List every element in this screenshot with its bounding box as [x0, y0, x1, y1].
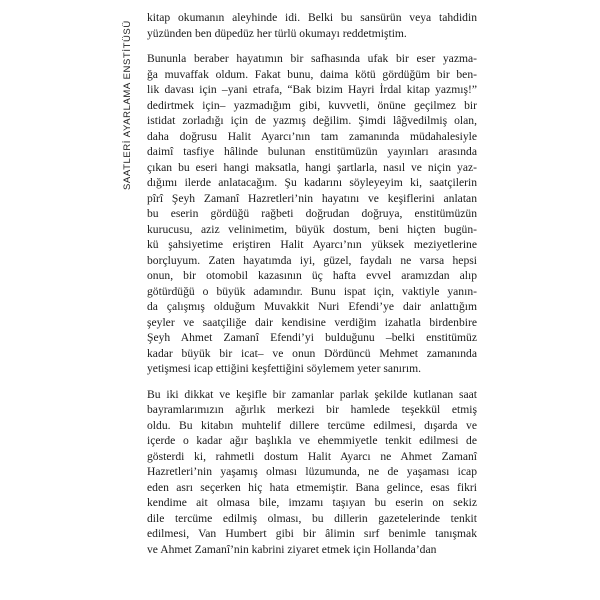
text-line: daimî tasfiye hâlinde bulunan enstitümüzün yayınları arasında [147, 145, 477, 158]
text-line: yetişmesi icap ettiğini keşfettiğini söylemem yeter sanırım. [147, 362, 421, 375]
text-line: kurucusu, aziz velinimetim, büyük dostum, beni hiçten bugün- [147, 222, 477, 236]
text-line: pîrî Şeyh Zamanî Hazretleri’nin hayatını ve keşiflerini anlatan [147, 191, 477, 205]
text-line: gösterdi ki, rahmetli dostum Halit Ayarcı ne Ahmet Zamanî [147, 449, 477, 463]
text-line: ğa muvaffak oldum. Fakat bunu, daima kötü gördüğüm bir ben- [147, 67, 477, 81]
text-line: götürdüğü o büyük adamındır. Bunu ispat için, vaktiyle yanın- [147, 284, 477, 298]
text-line: bayramlarımızın ağırlık merkezi bir hamlede teşekkül etmiş [147, 403, 477, 416]
text-line: da çalışmış olduğum Muvakkit Nuri Efendi’ye dair anlattığım [147, 300, 477, 313]
text-line: istidat zorladığı için de yazmış değilim. Şimdi lâğvedilmiş olan, [147, 114, 477, 127]
text-line: eden asrı seçerken hiç hata etmemiştir. Bana gelince, esas fikri [147, 480, 477, 494]
text-line: çıkan bu eseri hangi maksatla, hangi şartlarla, nasıl ve niçin yaz- [147, 160, 477, 174]
text-line: ve Ahmet Zamanî’nin kabrini ziyaret etmek için Hollanda’dan [147, 542, 437, 556]
text-line: şeyler ve saatçiliğe dair kendisine verdiğim izahatla birdenbire [147, 315, 477, 329]
text-line: edilmesi, Van Humbert gibi bir âlimin sırf benimle tanışmak [147, 527, 477, 540]
text-line: dedirtmek için– yazmadığım gibi, kuvvetli, önüne geçilmez bir [147, 98, 477, 112]
text-line: Bununla beraber hayatımın bir safhasında ufak bir eser yazma- [147, 52, 477, 65]
text-line: Bu iki dikkat ve keşifle bir zamanlar parlak şekilde kutlanan saat [147, 387, 477, 401]
text-line: dığımı ilerde anlatacağım. Şu kadarını söyleyeyim ki, saatçilerin [147, 176, 477, 189]
paragraph [147, 51, 477, 377]
text-line: kitap okumanın aleyhinde idi. Belki bu sansürün veya tahdidin [147, 11, 477, 24]
paragraph [147, 10, 477, 41]
text-line: oldu. Bu kitabın muhtelif dillere tercüme edilmesi, dışarda ve [147, 418, 477, 432]
text-line: Hazretleri’nin yaşamış olması lüzumunda, ne de yaşaması icap [147, 465, 477, 478]
text-line: içerde o kadar ağır başlıkla ve ehemmiyetle tenkit edilmesi de [147, 434, 477, 447]
text-line: onun, bir otomobil kazasının üç hafta evvel aramızdan alıp [147, 269, 477, 282]
text-line: kendime ait olmasa bile, imzamı taşıyan bu eserin on sekiz [147, 496, 477, 509]
text-line: borçluyum. Zaten hayatımda iyi, güzel, faydalı ne varsa hepsi [147, 253, 477, 267]
text-line: Şeyh Ahmet Zamanî Efendi’yi bulduğunu –belki enstitümüz [147, 331, 477, 344]
text-line: kadar büyük bir icat– ve onun Dördüncü Mehmet zamanında [147, 346, 477, 360]
text-line: dile tercüme edilmiş olması, bu dillerin gazetelerinde tenkit [147, 511, 477, 525]
paragraph [147, 387, 477, 558]
running-head [120, 10, 134, 190]
text-line: daha doğrusu Halit Ayarcı’nın tam zamanında müdahalesiyle [147, 129, 477, 143]
text-line: bu eserin gördüğü rağbeti doğrudan doğruya, enstitümüzün [147, 207, 477, 220]
body-text [147, 10, 477, 567]
running-head-text: SAATLERİ AYARLAMA ENSTİTÜSÜ [122, 20, 133, 190]
text-line: kü şahsiyetime eriştiren Halit Ayarcı’nın yüksek meziyetlerine [147, 238, 477, 251]
text-line: lik davası için –yani etrafa, “Bak bizim Hayri İrdal kitap yazmış!” [147, 83, 477, 96]
text-line: yüzünden ben düpedüz her türlü okumayı reddetmiştim. [147, 26, 407, 40]
